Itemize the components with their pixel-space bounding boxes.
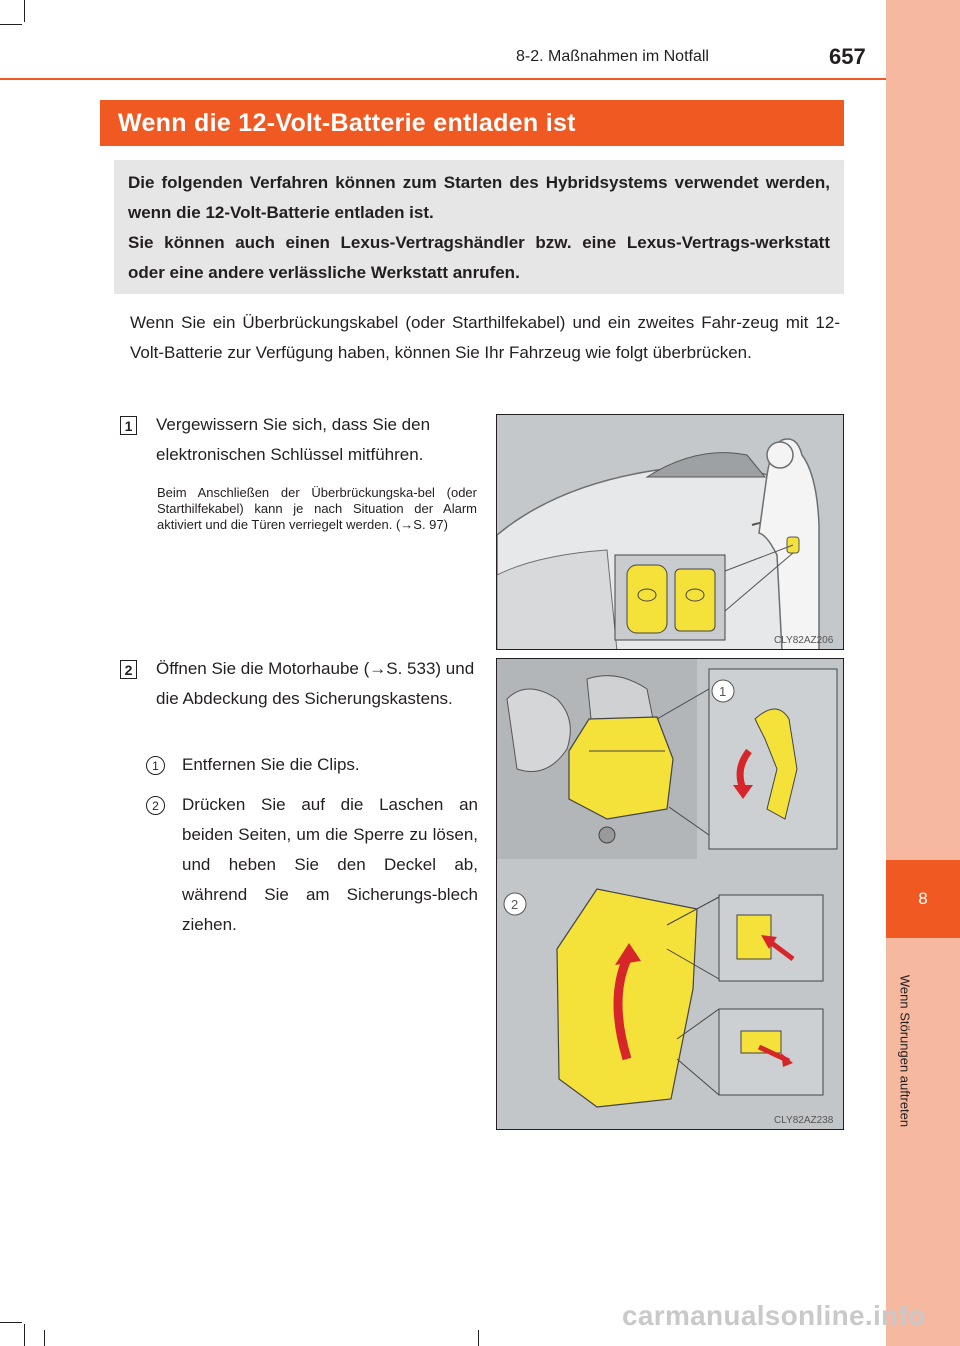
chapter-title-text: Wenn Störungen auftreten — [897, 974, 913, 1128]
step-2-text: Öffnen Sie die Motorhaube (→S. 533) und die Abdeckung des Sicherungskastens. — [156, 659, 475, 708]
crop-mark — [478, 1330, 479, 1346]
chapter-number: 8 — [886, 860, 960, 938]
chapter-title — [890, 946, 920, 1156]
body-paragraph: Wenn Sie ein Überbrückungskabel (oder Starthilfekabel) und ein zweites Fahr-zeug mit 12-Volt-Batterie zur Verfügung haben, können Sie Ihr Fahrzeug wie folgt überbrücken. — [130, 313, 840, 362]
section-header: 8-2. Maßnahmen im Notfall — [516, 48, 709, 65]
watermark: carmanualsonline.info — [622, 1300, 926, 1331]
substep-number-2: 2 — [146, 796, 165, 815]
figure-car-key — [496, 414, 844, 650]
svg-text:1: 1 — [719, 684, 727, 699]
page-number: 657 — [829, 44, 866, 69]
page-title: Wenn die 12-Volt-Batterie entladen ist — [100, 100, 844, 146]
svg-text:2: 2 — [511, 897, 519, 912]
figure-fuse-box — [496, 658, 844, 1130]
crop-mark — [0, 1322, 22, 1323]
substep-2-text: Drücken Sie auf die Laschen an beiden Seiten, um die Sperre zu lösen, und heben Sie den Deckel ab, während Sie am Sicherungs-blech ziehen. — [182, 795, 478, 934]
step-1-note: Beim Anschließen der Überbrückungska-bel (oder Starthilfekabel) kann je nach Situation der Alarm aktiviert und die Türen verriegelt werden. (→S. 97) — [157, 485, 477, 532]
header-rule — [0, 78, 886, 80]
substep-number-1: 1 — [146, 756, 165, 775]
intro-paragraph: Die folgenden Verfahren können zum Starten des Hybridsystems verwendet werden, wenn die 12-Volt-Batterie entladen ist. Sie können auch einen Lexus-Vertragshändler bzw. eine Lexus-Vertrags-werkstatt oder eine andere verlässliche Werkstatt anrufen. — [128, 173, 830, 282]
substep-1-text: Entfernen Sie die Clips. — [182, 755, 360, 774]
step-1-text: Vergewissern Sie sich, dass Sie den elektronischen Schlüssel mitführen. — [156, 415, 431, 464]
step-number-2: 2 — [120, 660, 137, 679]
crop-mark — [24, 0, 25, 22]
crop-mark — [24, 1324, 25, 1346]
crop-mark — [44, 1330, 45, 1346]
fuse-box-illustration — [497, 659, 844, 1130]
car-key-illustration — [497, 415, 844, 650]
figure-2-code: CLY82AZ238 — [774, 1115, 834, 1126]
figure-1-code: CLY82AZ206 — [774, 635, 834, 646]
intro-text — [128, 168, 830, 288]
step-number-1: 1 — [120, 416, 137, 435]
crop-mark — [0, 24, 22, 25]
